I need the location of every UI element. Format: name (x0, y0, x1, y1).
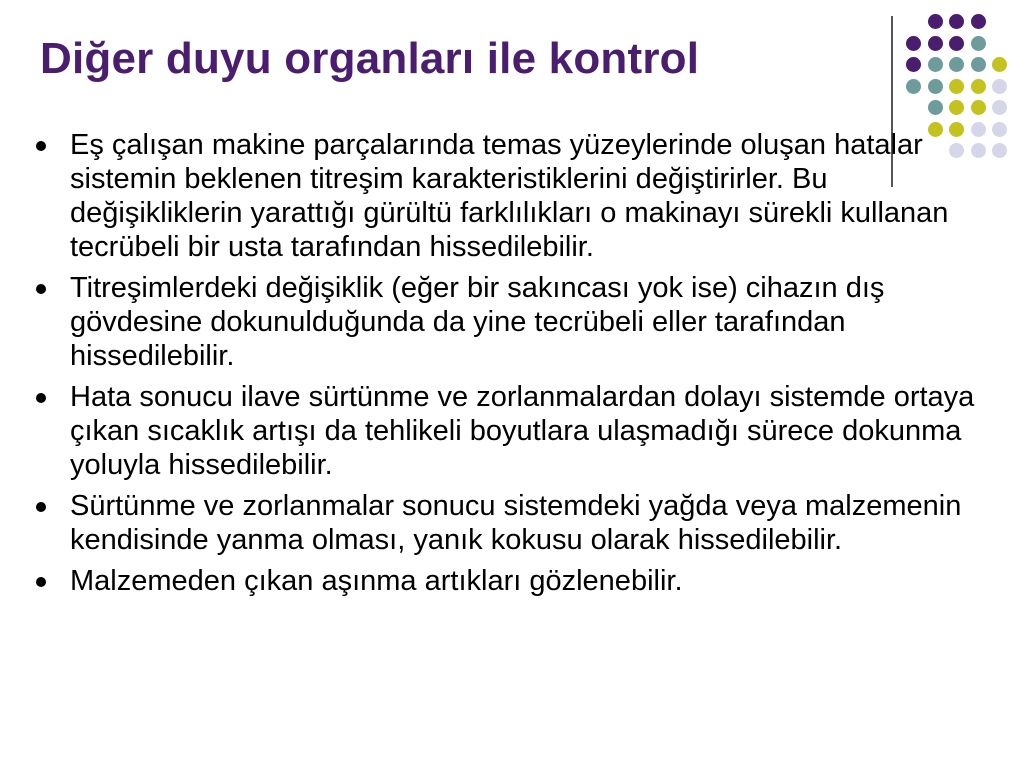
bullet-text: Hata sonucu ilave sürtünme ve zorlanmalardan dolayı sistemde ortaya çıkan sıcaklık artışı da tehlikeli boyutlara ulaşmadığı sürece dokunma yoluyla hissedilebilir. (70, 381, 975, 481)
slide-title: Diğer duyu organları ile kontrol (40, 34, 700, 83)
bullet-dot-icon (36, 393, 46, 403)
bullet-item (36, 128, 996, 264)
decorative-dot (949, 14, 964, 29)
bullet-text: Sürtünme ve zorlanmalar sonucu sistemdeki yağda veya malzemenin kendisinde yanma olması, yanık kokusu olarak hissedilebilir. (70, 490, 962, 556)
decorative-dot (906, 36, 921, 51)
decorative-dot (992, 100, 1007, 115)
bullet-list (36, 128, 996, 605)
decorative-dot (928, 36, 943, 51)
decorative-dot (971, 57, 986, 72)
decorative-dot (971, 36, 986, 51)
decorative-dot (992, 57, 1007, 72)
bullet-dot-icon (36, 141, 46, 151)
decorative-dot (928, 79, 943, 94)
decorative-dot (928, 100, 943, 115)
bullet-text: Malzemeden çıkan aşınma artıkları gözlenebilir. (70, 565, 683, 597)
decorative-dot (949, 36, 964, 51)
decorative-dot (971, 100, 986, 115)
decorative-dot (928, 57, 943, 72)
bullet-dot-icon (36, 502, 46, 512)
decorative-dot (971, 14, 986, 29)
decorative-dot (992, 79, 1007, 94)
decorative-dot (971, 79, 986, 94)
bullet-item (36, 271, 996, 373)
decorative-dot (928, 14, 943, 29)
decorative-dot (949, 100, 964, 115)
bullet-item (36, 380, 996, 482)
decorative-dot (906, 79, 921, 94)
bullet-text: Titreşimlerdeki değişiklik (eğer bir sakıncası yok ise) cihazın dış gövdesine dokunulduğunda da yine tecrübeli eller tarafından hissedilebilir. (70, 272, 885, 372)
decorative-dot (949, 57, 964, 72)
bullet-text: Eş çalışan makine parçalarında temas yüzeylerinde oluşan hatalar sistemin beklenen titreşim karakteristiklerini değiştirirler. Bu değişikliklerin yarattığı gürültü farklılıkları o makinayı sürekli kullanan tecrübeli bir usta tarafından hissedilebilir. (70, 129, 949, 263)
decorative-dot (906, 57, 921, 72)
bullet-item (36, 489, 996, 557)
bullet-item (36, 564, 996, 598)
bullet-dot-icon (36, 577, 46, 587)
bullet-dot-icon (36, 284, 46, 294)
decorative-dot (949, 79, 964, 94)
